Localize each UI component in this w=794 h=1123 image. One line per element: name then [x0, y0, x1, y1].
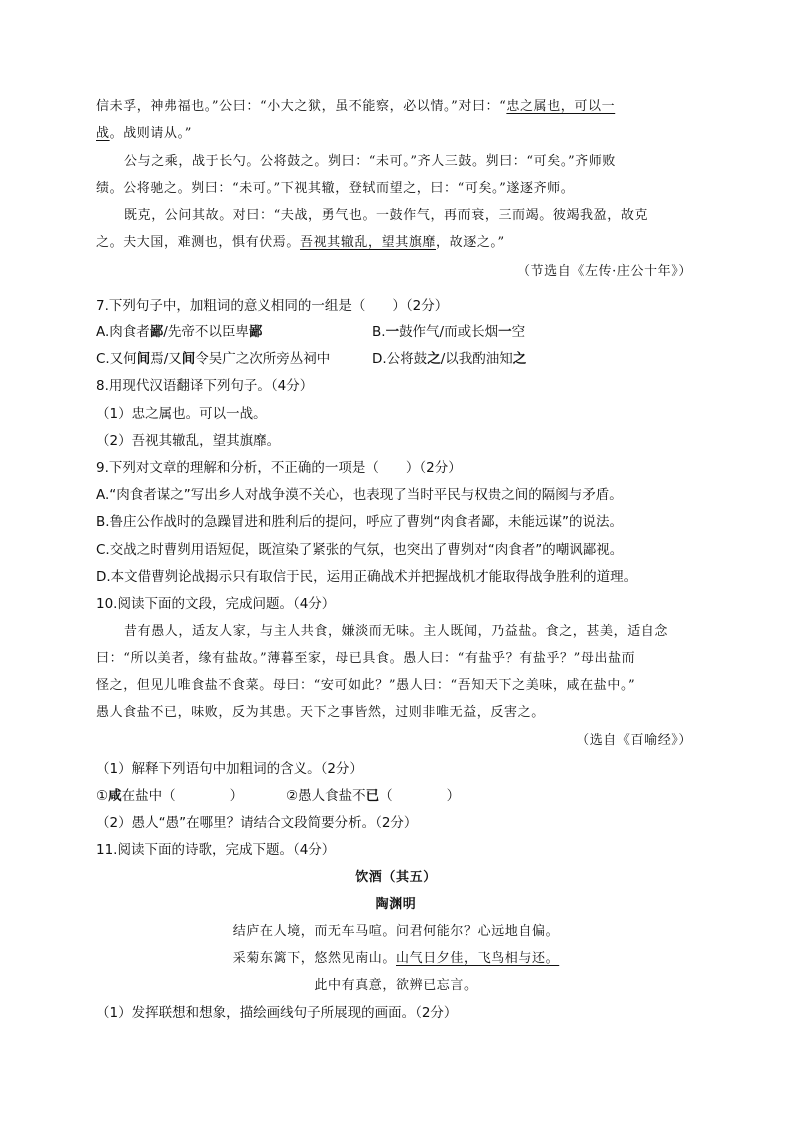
q8-sentence-1: （1）忠之属也。可以一战。	[96, 406, 267, 422]
text: 令吴广之次所旁丛祠中	[195, 351, 331, 367]
poem-author: 陶渊明	[375, 897, 417, 912]
text: C.又何	[96, 351, 137, 367]
q7-option-c[interactable]	[96, 349, 330, 369]
q11-stem: 11.阅读下面的诗歌，完成下题。（4分）	[96, 842, 336, 858]
text: 空	[511, 324, 526, 340]
underlined-text: 山气日夕佳，飞鸟相与还。	[396, 951, 560, 966]
bold-word: 之	[512, 351, 527, 367]
q9-option-a[interactable]: A.“肉食者谋之”写出乡人对战争漠不关心，也表现了当时平民与权贵之间的隔阂与矛盾。	[96, 487, 623, 503]
bold-word: 间	[136, 351, 151, 367]
q9-option-b[interactable]: B.鲁庄公作战时的急躁冒进和胜利后的提问，呼应了曹刿“肉食者鄙，未能远谋”的说法。	[96, 514, 624, 530]
passage-line-6	[96, 233, 696, 253]
text: B.	[372, 324, 386, 340]
poem-line-3: 此中有真意，欲辨已忘言。	[314, 978, 478, 993]
passage-line-5: 既克，公问其故。对曰：“夫战，勇气也。一鼓作气，再而衰，三而竭。彼竭我盈，故克	[124, 208, 649, 223]
poem-line-1: 结庐在人境，而无车马喧。问君何能尔？心远地自偏。	[232, 924, 560, 939]
passage-line-2	[96, 124, 696, 144]
q7-stem: 7.下列句子中，加粗词的意义相同的一组是（ ）（2分）	[96, 298, 449, 314]
passage-line-1	[96, 97, 696, 117]
q10-sub-2: （2）愚人“愚”在哪里？请结合文段简要分析。（2分）	[96, 815, 418, 831]
q10-stem: 10.阅读下面的文段，完成问题。（4分）	[96, 596, 336, 612]
underlined-text: 战	[96, 126, 110, 141]
q10-word-2	[286, 786, 460, 806]
q8-stem: 8.用现代汉语翻译下列句子。（4分）	[96, 378, 314, 394]
passage-source: （节选自《左传·庄公十年》）	[516, 264, 692, 279]
q10-sub-1: （1）解释下列语句中加粗词的含义。（2分）	[96, 761, 363, 777]
bold-word: 咸	[108, 788, 122, 804]
text: 在盐中（ ）	[121, 788, 244, 804]
text: 。战则请从。”	[109, 126, 192, 141]
bold-word: 间	[181, 351, 196, 367]
q9-stem: 9.下列对文章的理解和分析，不正确的一项是（ ）（2分）	[96, 460, 462, 476]
text: ，故逐之。”	[436, 235, 505, 250]
passage-line-3: 公与之乘，战于长勺。公将鼓之。刿曰：“未可。”齐人三鼓。刿曰：“可矣。”齐师败	[124, 154, 616, 169]
text: A.肉食者	[96, 324, 150, 340]
q10-passage-line-3: 怪之，但见儿唯食盐不食菜。母曰：“安可如此？”愚人曰：“吾知天下之美味，咸在盐中。”	[96, 678, 636, 693]
text: 信未孚，神弗福也。”公曰：“小大之狱，虽不能察，必以情。”对曰：“	[96, 99, 507, 114]
text: 之。夫大国，难测也，惧有伏焉。	[96, 235, 301, 250]
underlined-text: 忠之属也，可以一	[506, 99, 616, 114]
text: （ ）	[379, 788, 461, 804]
q9-option-d[interactable]: D.本文借曹刿论战揭示只有取信于民，运用正确战术并把握战机才能取得战争胜利的道理。	[96, 569, 638, 585]
bold-word: 之	[427, 351, 441, 367]
q11-sub-1: （1）发挥联想和想象，描绘画线句子所展现的画面。（2分）	[96, 1005, 458, 1021]
q10-passage-line-1: 昔有愚人，适友人家，与主人共食，嫌淡而无味。主人既闻，乃益盐。食之，甚美，适自念	[124, 624, 669, 639]
text: 鼓作气/而或长烟	[399, 324, 499, 340]
text: 焉/又	[150, 351, 182, 367]
poem-title: 饮酒（其五）	[355, 870, 437, 885]
q8-sentence-2: （2）吾视其辙乱，望其旗靡。	[96, 433, 281, 449]
poem-line-2	[96, 949, 696, 969]
text: ①	[96, 788, 109, 804]
q9-option-c[interactable]: C.交战之时曹刿用语短促，既渲染了紧张的气氛，也突出了曹刿对“肉食者”的嘲讽鄙视。	[96, 542, 624, 558]
q7-option-b[interactable]	[372, 322, 525, 342]
passage-line-4: 绩。公将驰之。刿曰：“未可。”下视其辙，登轼而望之，曰：“可矣。”遂逐齐师。	[96, 181, 575, 196]
text: 采菊东篱下，悠然见南山。	[232, 951, 396, 966]
q10-source: （选自《百喻经》）	[576, 733, 692, 748]
q7-option-a[interactable]	[96, 322, 262, 342]
bold-word: 一	[385, 324, 400, 340]
text: D.公将鼓	[372, 351, 428, 367]
text: /以我酌油知	[440, 351, 513, 367]
bold-word: 鄙	[248, 324, 263, 340]
text: /先帝不以臣卑	[163, 324, 249, 340]
underlined-text: 吾视其辙乱，望其旗靡	[300, 235, 437, 250]
bold-word: 已	[365, 788, 380, 804]
bold-word: 一	[498, 324, 512, 340]
q7-option-d[interactable]	[372, 349, 526, 369]
bold-word: 鄙	[149, 324, 164, 340]
q10-passage-line-2: 曰：“所以美者，缘有盐故。”薄暮至家，母已具食。愚人曰：“有盐乎？有盐乎？”母出盐而	[96, 651, 636, 666]
q10-word-1	[96, 786, 243, 806]
text: ②愚人食盐不	[286, 788, 366, 804]
q10-passage-line-4: 愚人食盐不已，味败，反为其患。天下之事皆然，过则非唯无益，反害之。	[96, 705, 545, 720]
